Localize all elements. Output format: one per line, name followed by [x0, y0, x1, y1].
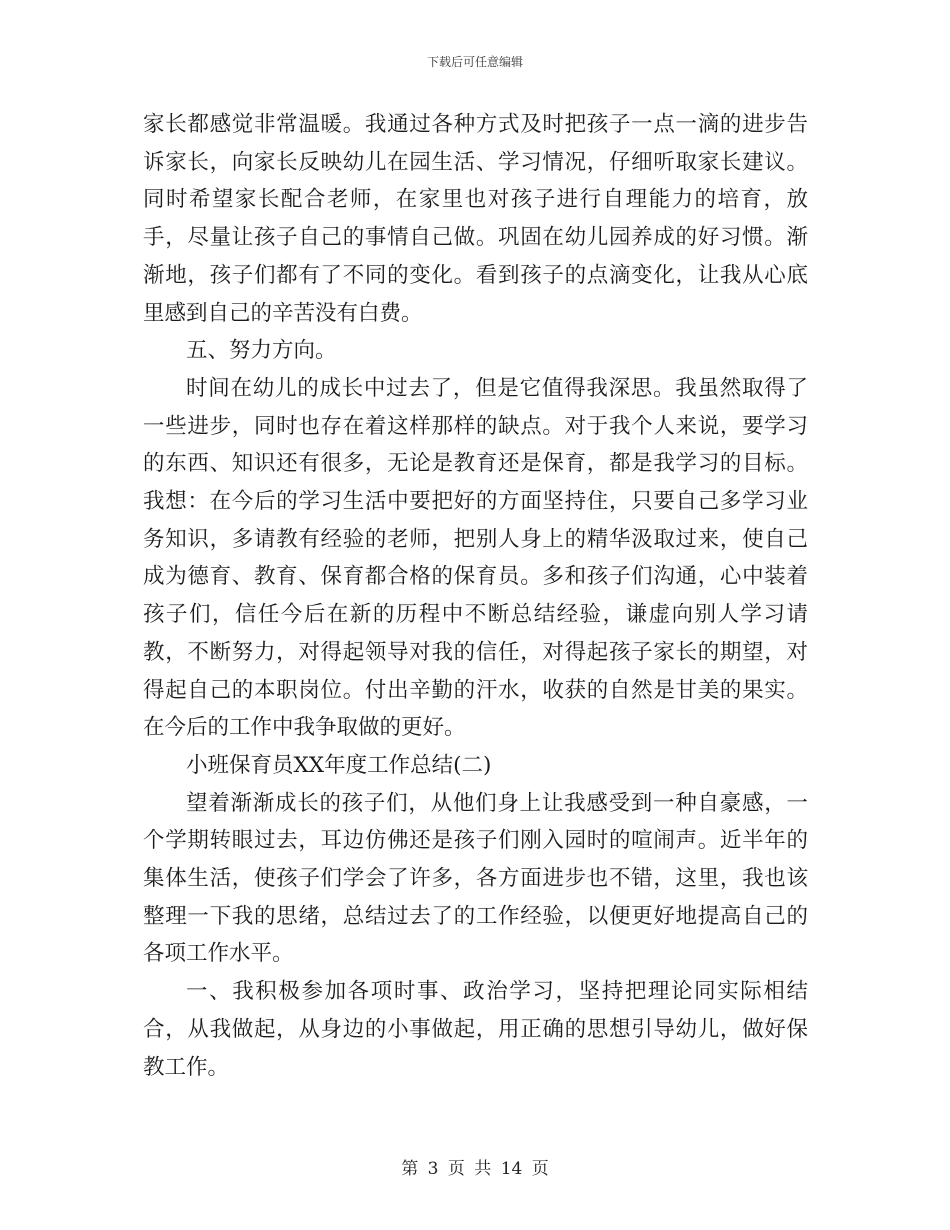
header-note: 下载后可任意编辑	[426, 55, 523, 69]
paragraph-point-one: 一、我积极参加各项时事、政治学习，坚持把理论同实际相结合，从我做起，从身边的小事做起，用正确的思想引导幼儿，做好保教工作。	[143, 979, 808, 1080]
page-header	[0, 53, 950, 70]
document-body	[143, 106, 808, 1086]
paragraph-intro: 望着渐渐成长的孩子们，从他们身上让我感受到一种自豪感，一个学期转眼过去，耳边仿佛还是孩子们刚入园时的喧闹声。近半年的集体生活，使孩子们学会了许多，各方面进步也不错，这里，我也该整理一下我的思绪，总结过去了的工作经验，以便更好地提高自己的各项工作水平。	[143, 790, 808, 967]
paragraph-effort-direction: 时间在幼儿的成长中过去了，但是它值得我深思。我虽然取得了一些进步，同时也存在着这样那样的缺点。对于我个人来说，要学习的东西、知识还有很多，无论是教育还是保育，都是我学习的目标。我想：在今后的学习生活中要把好的方面坚持住，只要自己多学习业务知识，多请教有经验的老师，把别人身上的精华汲取过来，使自己成为德育、教育、保育都合格的保育员。多和孩子们沟通，心中装着孩子们，信任今后在新的历程中不断总结经验，谦虚向别人学习请教，不断努力，对得起领导对我的信任，对得起孩子家长的期望，对得起自己的本职岗位。付出辛勤的汗水，收获的自然是甘美的果实。在今后的工作中我争取做的更好。	[143, 375, 808, 741]
paragraph-continuation: 家长都感觉非常温暖。我通过各种方式及时把孩子一点一滴的进步告诉家长，向家长反映幼儿在园生活、学习情况，仔细听取家长建议。同时希望家长配合老师，在家里也对孩子进行自理能力的培育，放手，尽量让孩子自己的事情自己做。巩固在幼儿园养成的好习惯。渐渐地，孩子们都有了不同的变化。看到孩子的点滴变化，让我从心底里感到自己的辛苦没有白费。	[143, 112, 808, 326]
section-heading-effort-direction: 五、努力方向。	[186, 338, 337, 364]
page-footer	[0, 1154, 950, 1179]
page-number: 第 3 页 共 14 页	[401, 1159, 549, 1179]
document-subtitle: 小班保育员XX年度工作总结(二)	[186, 752, 492, 778]
